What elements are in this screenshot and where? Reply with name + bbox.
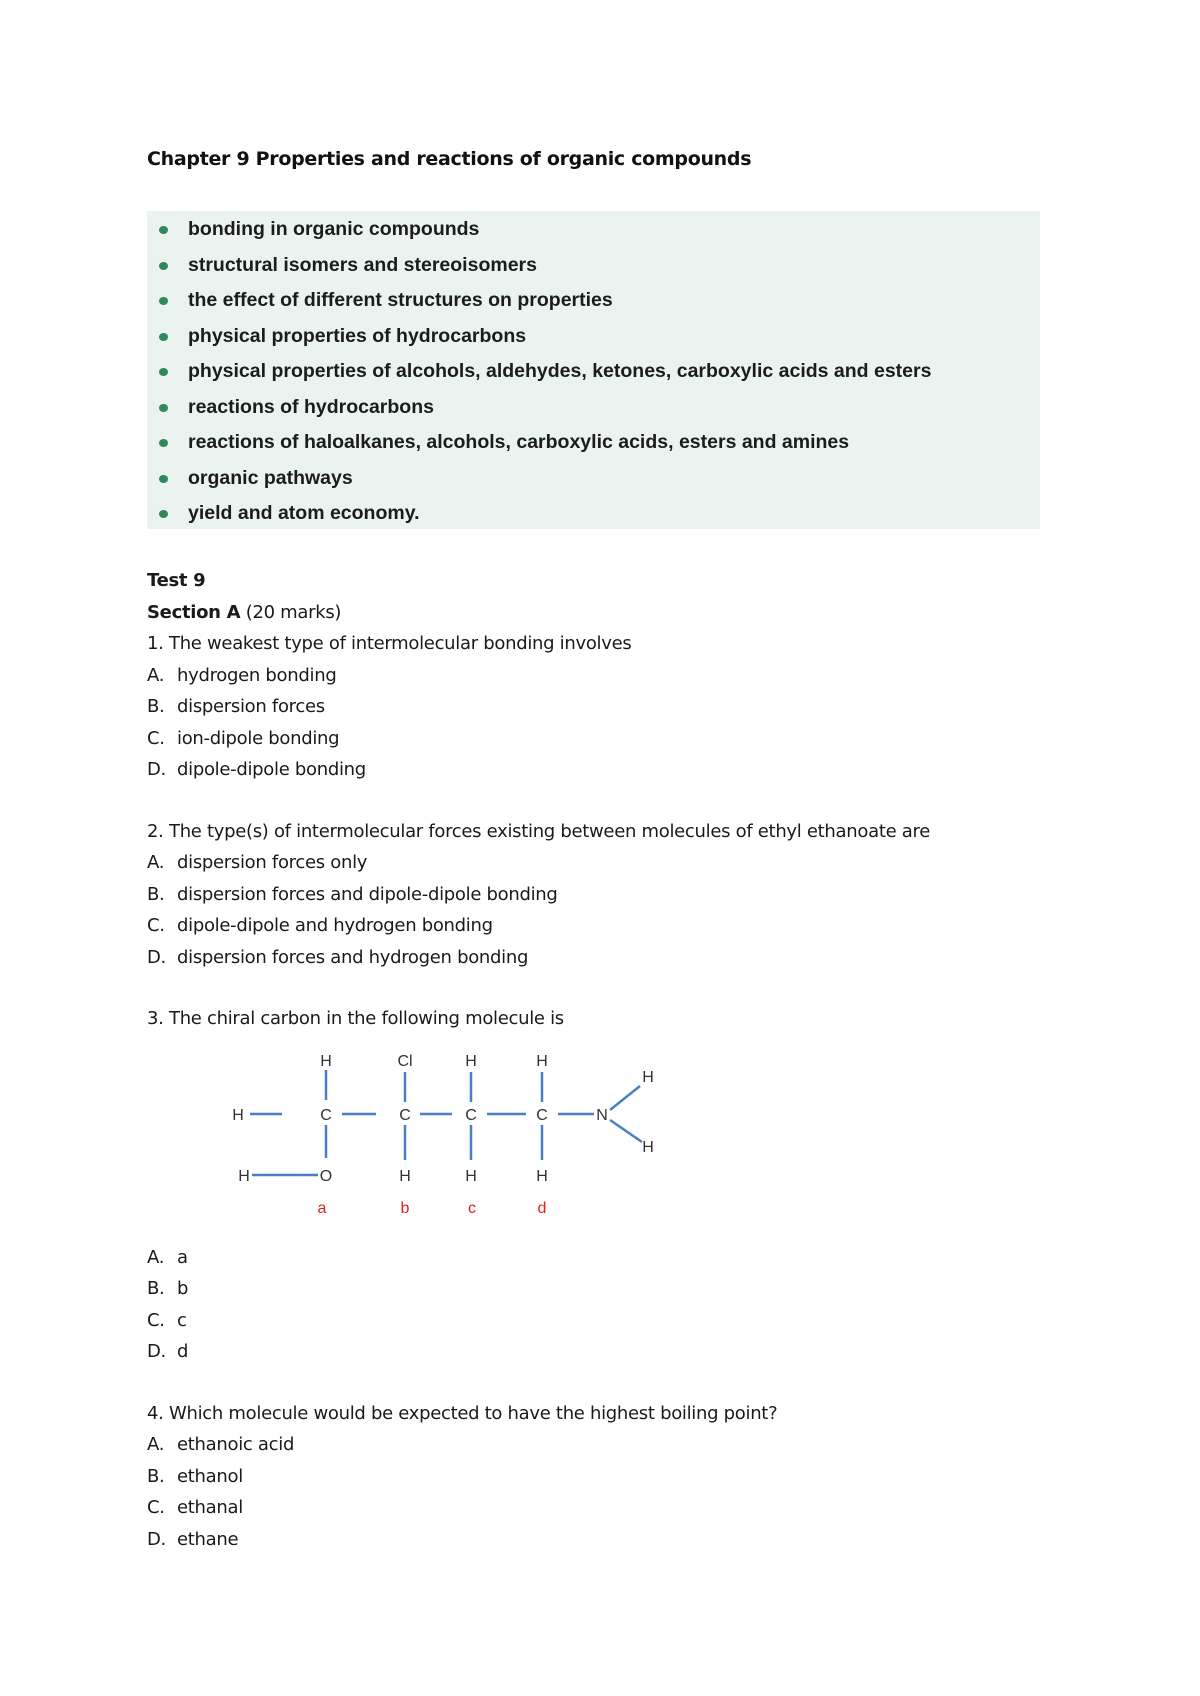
spacer bbox=[147, 973, 1087, 1003]
option-letter: C. bbox=[147, 1497, 165, 1518]
outcome-text: reactions of hydrocarbons bbox=[188, 395, 434, 418]
bullet-icon bbox=[159, 297, 168, 305]
question-option[interactable] bbox=[147, 1429, 1087, 1461]
bond-line bbox=[610, 1120, 642, 1142]
bond-lines bbox=[250, 1070, 642, 1175]
chapter-title: Chapter 9 Properties and reactions of organic compounds bbox=[147, 148, 752, 170]
question-2-text: 2. The type(s) of intermolecular forces existing between molecules of ethyl ethanoate are bbox=[147, 820, 930, 842]
option-letter: B. bbox=[147, 1278, 165, 1299]
carbon-label-c: c bbox=[468, 1200, 476, 1217]
option-letter: A. bbox=[147, 1246, 165, 1268]
atom-h: H bbox=[320, 1053, 332, 1070]
question-option[interactable] bbox=[147, 723, 1087, 755]
bullet-icon bbox=[159, 404, 168, 412]
option-letter: D. bbox=[147, 946, 166, 968]
bullet-icon bbox=[159, 333, 168, 341]
option-letter: A. bbox=[147, 664, 165, 686]
question-option[interactable] bbox=[147, 691, 1087, 723]
outcome-text: physical properties of hydrocarbons bbox=[188, 324, 527, 347]
bullet-icon bbox=[159, 439, 168, 447]
option-text: c bbox=[177, 1309, 187, 1331]
outcome-text: bonding in organic compounds bbox=[188, 218, 480, 240]
bullet-icon bbox=[159, 510, 168, 518]
option-text: dispersion forces and hydrogen bonding bbox=[177, 946, 529, 968]
option-letter: B. bbox=[147, 883, 165, 905]
question-option[interactable] bbox=[147, 910, 1087, 942]
outcome-text: the effect of different structures on properties bbox=[188, 289, 613, 311]
outcome-item bbox=[147, 248, 1040, 284]
carbon-labels bbox=[318, 1200, 547, 1217]
atom-h: H bbox=[399, 1168, 411, 1185]
section-marks: (20 marks) bbox=[245, 601, 342, 623]
option-letter: C. bbox=[147, 915, 165, 936]
option-text: a bbox=[177, 1246, 188, 1268]
option-text: ethanol bbox=[177, 1465, 243, 1487]
option-letter: C. bbox=[147, 727, 165, 749]
option-text: dipole-dipole and hydrogen bonding bbox=[177, 915, 493, 936]
bullet-icon bbox=[159, 262, 168, 270]
atom-h: H bbox=[465, 1053, 477, 1070]
question-option[interactable] bbox=[147, 660, 1087, 692]
atom-c: C bbox=[536, 1107, 548, 1124]
outcome-item bbox=[147, 212, 1040, 248]
carbon-label-a: a bbox=[317, 1200, 327, 1217]
option-letter: D. bbox=[147, 759, 166, 780]
outcome-item bbox=[147, 461, 1040, 497]
outcome-item bbox=[147, 496, 1040, 532]
atom-c: C bbox=[320, 1107, 332, 1124]
atom-c: C bbox=[465, 1107, 477, 1124]
question-option[interactable] bbox=[147, 1305, 1087, 1337]
atom-c: C bbox=[399, 1107, 411, 1124]
question-4-text: 4. Which molecule would be expected to have the highest boiling point? bbox=[147, 1402, 778, 1424]
bullet-icon bbox=[159, 226, 168, 234]
option-text: ethanal bbox=[177, 1497, 243, 1518]
outcome-text: physical properties of alcohols, aldehydes, ketones, carboxylic acids and esters bbox=[188, 360, 932, 382]
atom-h: H bbox=[536, 1168, 548, 1185]
atom-h: H bbox=[642, 1139, 654, 1156]
question-option[interactable] bbox=[147, 754, 1087, 786]
atom-o: O bbox=[319, 1168, 333, 1185]
atom-h: H bbox=[642, 1069, 654, 1086]
question-1-text: 1. The weakest type of intermolecular bonding involves bbox=[147, 633, 632, 654]
carbon-label-d: d bbox=[537, 1200, 547, 1217]
option-text: dispersion forces only bbox=[177, 852, 368, 873]
option-letter: C. bbox=[147, 1309, 165, 1331]
outcome-item bbox=[147, 390, 1040, 426]
molecule-diagram bbox=[230, 1048, 690, 1238]
spacer bbox=[147, 1368, 1087, 1398]
option-text: ethanoic acid bbox=[177, 1434, 295, 1455]
carbon-label-b: b bbox=[400, 1200, 410, 1217]
atom-n: N bbox=[596, 1107, 608, 1124]
atom-cl: Cl bbox=[397, 1053, 413, 1070]
option-text: d bbox=[177, 1341, 189, 1362]
question-option[interactable] bbox=[147, 1461, 1087, 1493]
option-letter: B. bbox=[147, 696, 165, 717]
question-option[interactable] bbox=[147, 1492, 1087, 1524]
atom-h: H bbox=[232, 1107, 244, 1124]
section-heading bbox=[147, 597, 1087, 629]
atom-h: H bbox=[238, 1168, 250, 1185]
option-letter: A. bbox=[147, 1434, 165, 1455]
question-option[interactable] bbox=[147, 1336, 1087, 1368]
outcome-text: structural isomers and stereoisomers bbox=[188, 253, 537, 276]
question-option[interactable] bbox=[147, 847, 1087, 879]
atom-labels bbox=[232, 1053, 654, 1185]
option-letter: D. bbox=[147, 1341, 166, 1362]
question-option[interactable] bbox=[147, 1242, 1087, 1274]
bond-line bbox=[610, 1086, 640, 1110]
option-letter: D. bbox=[147, 1528, 166, 1550]
option-text: dipole-dipole bonding bbox=[177, 759, 366, 780]
atom-h: H bbox=[465, 1168, 477, 1185]
outcome-item bbox=[147, 354, 1040, 390]
option-letter: A. bbox=[147, 852, 165, 873]
section-title: Section A bbox=[147, 601, 241, 623]
question-option[interactable] bbox=[147, 879, 1087, 911]
learning-outcomes-box bbox=[147, 211, 1040, 529]
outcome-text: organic pathways bbox=[188, 466, 353, 489]
atom-h: H bbox=[536, 1053, 548, 1070]
test-title: Test 9 bbox=[147, 570, 206, 591]
question-option[interactable] bbox=[147, 942, 1087, 974]
question-option[interactable] bbox=[147, 1524, 1087, 1556]
bullet-icon bbox=[159, 368, 168, 376]
outcome-item bbox=[147, 319, 1040, 355]
option-text: ethane bbox=[177, 1528, 239, 1550]
option-text: hydrogen bonding bbox=[177, 664, 337, 686]
outcome-item bbox=[147, 425, 1040, 461]
outcome-item bbox=[147, 283, 1040, 319]
option-text: b bbox=[177, 1278, 189, 1299]
option-text: dispersion forces bbox=[177, 696, 325, 717]
option-letter: B. bbox=[147, 1465, 165, 1487]
question-3-text: 3. The chiral carbon in the following molecule is bbox=[147, 1008, 564, 1029]
bullet-icon bbox=[159, 475, 168, 483]
outcome-text: reactions of haloalkanes, alcohols, carboxylic acids, esters and amines bbox=[188, 431, 850, 453]
spacer bbox=[147, 786, 1087, 816]
question-option[interactable] bbox=[147, 1273, 1087, 1305]
outcome-text: yield and atom economy. bbox=[188, 502, 420, 524]
option-text: ion-dipole bonding bbox=[177, 727, 340, 749]
option-text: dispersion forces and dipole-dipole bonding bbox=[177, 883, 558, 905]
learning-outcomes-list bbox=[147, 212, 1040, 532]
